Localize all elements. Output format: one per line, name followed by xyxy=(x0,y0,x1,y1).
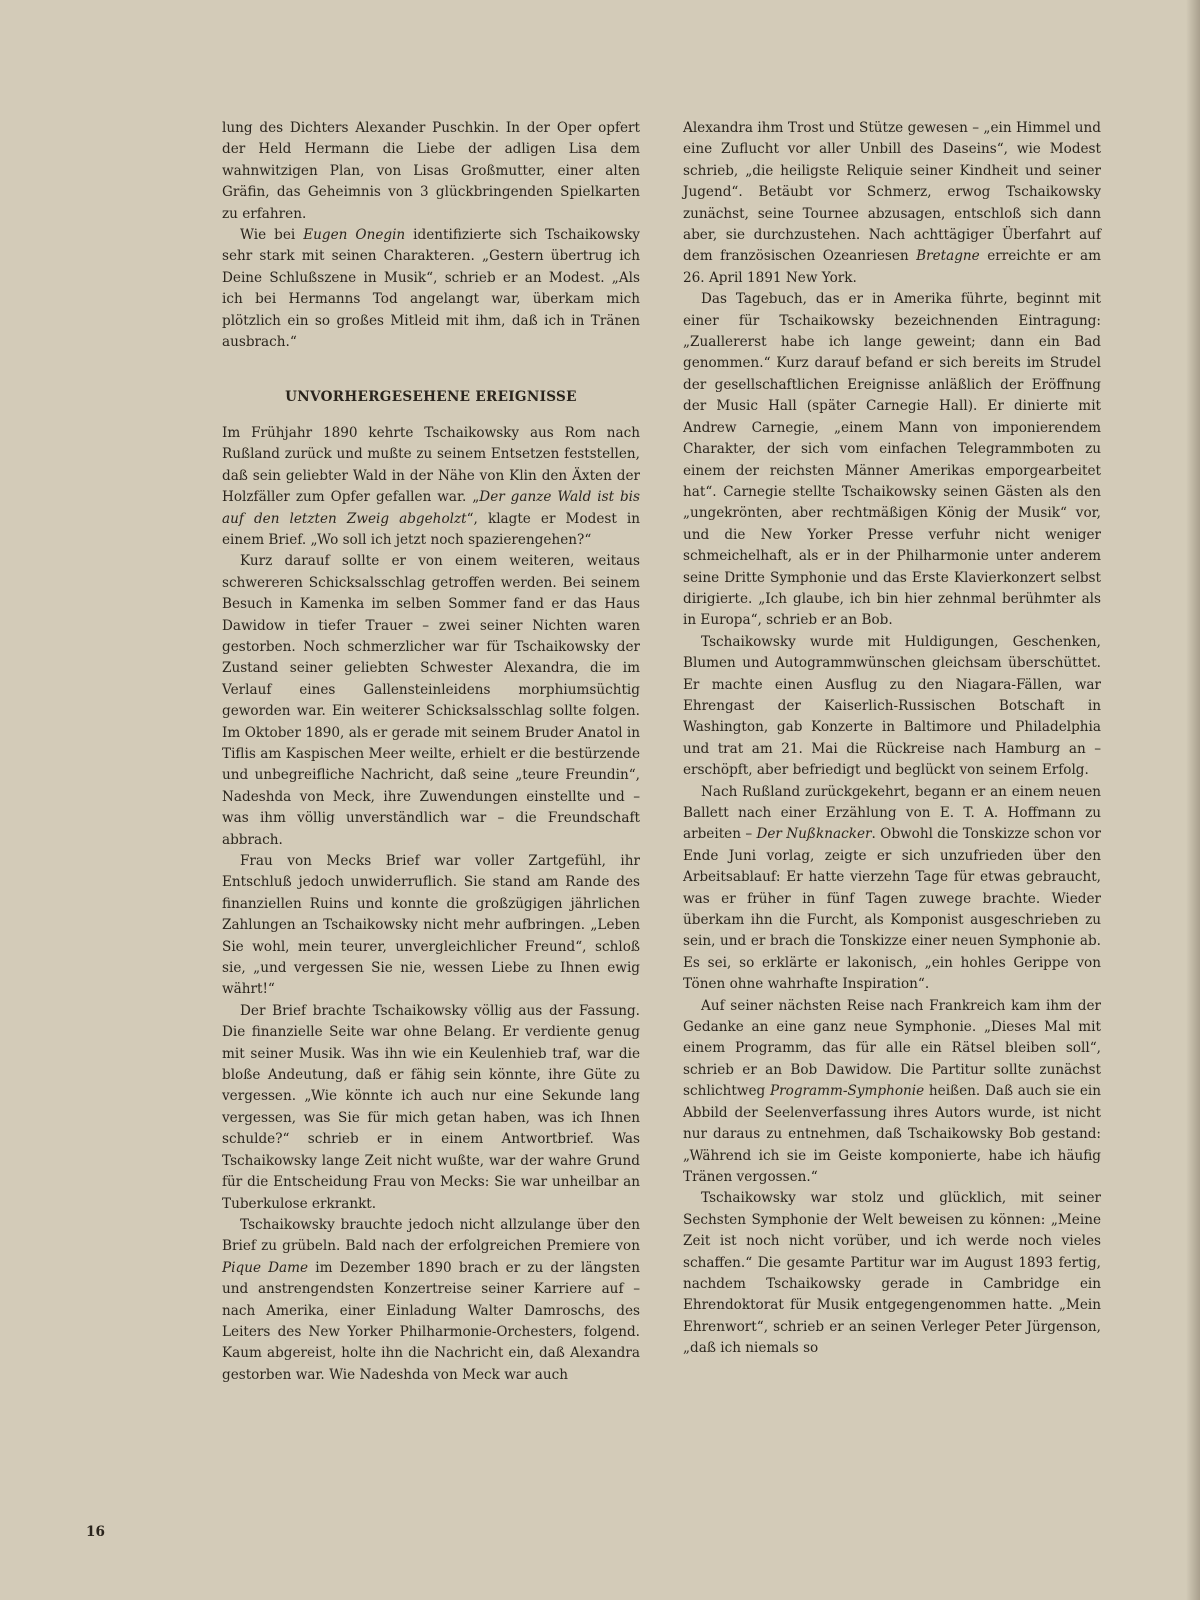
page-number: 16 xyxy=(86,1524,105,1540)
text-run: Wie bei xyxy=(240,227,304,244)
paragraph: Tschaikowsky war stolz und glücklich, mit seiner Sechsten Symphonie der Welt beweisen zu können: „Meine Zeit ist noch nicht vorüber, und ich werde noch vieles schaffen.“ Die gesamte Partitur war im August 1893 fertig, nachdem Tschaikowsky gerade in Cambridge ein Ehrendoktorat für Musik entgegengenommen hatte. „Mein Ehrenwort“, schrieb er an seinen Verleger Peter Jürgenson, „daß ich niemals so xyxy=(683,1190,1101,1357)
opera-title: Eugen Onegin xyxy=(303,227,406,244)
paragraph xyxy=(222,423,640,551)
paragraph: Frau von Mecks Brief war voller Zartgefühl, ihr Entschluß jedoch unwiderruflich. Sie stand am Rande des finanziellen Ruins und konnte die großzügigen jährlichen Zahlungen an Tschaikowsky nicht mehr aufbringen. „Leben Sie wohl, mein teurer, unvergleichlicher Freund“, schloß sie, „und vergessen Sie nie, wessen Liebe zu Ihnen ewig währt!“ xyxy=(222,853,640,998)
paragraph: Der Brief brachte Tschaikowsky völlig aus der Fassung. Die finanzielle Seite war ohne Belang. Er verdiente genug mit seiner Musik. Was ihn wie ein Keulenhieb traf, war die bloße Andeutung, daß er fähig sein könnte, ihre Güte zu vergessen. „Wie könnte ich auch nur eine Sekunde lang vergessen, was Sie für mich getan haben, was ich Ihnen schulde?“ schrieb er in einem Antwortbrief. Was Tschaikowsky lange Zeit nicht wußte, war der wahre Grund für die Entscheidung Frau von Mecks: Sie war unheilbar an Tuberkulose erkrankt. xyxy=(222,1002,640,1212)
text-run: identifizierte sich Tschaikowsky sehr stark mit seinen Charakteren. „Gestern übertrug ich Deine Schlußszene in Musik“, schrieb er an Modest. „Als ich bei Hermanns Tod angelangt war, überkam mich plötzlich ein so großes Mitleid mit ihm, daß ich in Tränen ausbrach.“ xyxy=(222,227,640,351)
text-run: “, klagte er Modest in einem Brief. „Wo soll ich jetzt noch spazierengehen?“ xyxy=(222,510,640,548)
left-text-column xyxy=(222,118,640,1386)
text-run: Nach Rußland zurückgekehrt, begann er an einem neuen Ballett nach einer Erzählung von E. T. A. Hoffmann zu arbeiten – xyxy=(683,783,1101,843)
page-fold-shadow xyxy=(1186,0,1200,1600)
opera-title: Pique Dame xyxy=(222,1259,309,1276)
symphony-title: Programm-Symphonie xyxy=(769,1083,925,1100)
text-run: Im Frühjahr 1890 kehrte Tschaikowsky aus Rom nach Rußland zurück und mußte zu seinem Entsetzen feststellen, daß sein geliebter Wald in der Nähe von Klin den Äxten der Holzfäller zum Opfer gefallen war. „ xyxy=(222,424,640,506)
text-run: Alexandra ihm Trost und Stütze gewesen – „ein Himmel und eine Zuflucht vor aller Unbill des Daseins“, wie Modest schrieb, „die heiligste Reliquie seiner Kindheit und seiner Jugend“. Betäubt vor Schmerz, erwog Tschaikowsky zunächst, seine Tournee abzusagen, entschloß sich dann aber, sie durchzustehen. Nach achttägiger Überfahrt auf dem französischen Ozeanriesen xyxy=(683,120,1101,265)
paragraph: Tschaikowsky wurde mit Huldigungen, Geschenken, Blumen und Autogrammwünschen gleichsam überschüttet. Er machte einen Ausflug zu den Niagara-Fällen, war Ehrengast der Kaiserlich-Russischen Botschaft in Washington, gab Konzerte in Baltimore und Philadelphia und trat am 21. Mai die Rückreise nach Hamburg an – erschöpft, aber befriedigt und beglückt von seinem Erfolg. xyxy=(683,633,1101,779)
text-run: heißen. Daß auch sie ein Abbild der Seelenverfassung ihres Autors wurde, ist nicht nur daraus zu entnehmen, daß Tschaikowsky Bob gestand: „Während ich sie im Geiste komponierte, habe ich häufig Tränen vergossen.“ xyxy=(683,1083,1101,1185)
text-run: im Dezember 1890 brach er zu der längsten und anstrengendsten Konzertreise seiner Karriere auf – nach Amerika, einer Einladung Walter Damroschs, des Leiters des New Yorker Philharmonie-Orchesters, folgend. Kaum abgereist, holte ihn die Nachricht ein, daß Alexandra gestorben war. Wie Nadeshda von Meck war auch xyxy=(222,1259,640,1383)
paragraph: Kurz darauf sollte er von einem weiteren, weitaus schwereren Schicksalsschlag getroffen werden. Bei seinem Besuch in Kamenka im selben Sommer fand er das Haus Dawidow in tiefer Trauer – zwei seiner Nichten waren gestorben. Noch schmerzlicher war für Tschaikowsky der Zustand seiner geliebten Schwester Alexandra, die im Verlauf eines Gallensteinleidens morphiumsüchtig geworden war. Ein weiterer Schicksalsschlag sollte folgen. Im Oktober 1890, als er gerade mit seinem Bruder Anatol in Tiflis am Kaspischen Meer weilte, erhielt er die bestürzende und unbegreifliche Nachricht, daß seine „teure Freundin“, Nadeshda von Meck, ihre Zuwendungen einstellte und – was ihm völlig unverständlich war – die Freundschaft abbrach. xyxy=(222,553,640,848)
ship-name: Bretagne xyxy=(916,248,980,265)
text-run: erreichte er am 26. April 1891 New York. xyxy=(683,248,1101,286)
paragraph xyxy=(683,996,1101,1189)
text-run: . Obwohl die Tonskizze schon vor Ende Juni vorlag, zeigte er sich unzufrieden über den Arbeitsablauf: Er hatte vierzehn Tage für etwas gebraucht, was er früher in fünf Tagen zuwege brachte. Wieder überkam ihn die Furcht, als Komponist ausgeschrieben zu sein, und er brach die Tonskizze einer neuen Symphonie ab. Es sei, so erklärte er lakonisch, „ein hohles Gerippe von Tönen ohne wahrhafte Inspiration“. xyxy=(683,826,1101,993)
paragraph xyxy=(683,118,1101,289)
right-text-column xyxy=(683,118,1101,1360)
text-run: Tschaikowsky brauchte jedoch nicht allzulange über den Brief zu grübeln. Bald nach der erfolgreichen Premiere von xyxy=(222,1216,640,1255)
paragraph xyxy=(683,782,1101,996)
paragraph xyxy=(222,225,640,353)
quote-italic: Der ganze Wald ist bis auf den letzten Zweig abgeholzt xyxy=(222,489,640,527)
paragraph: Das Tagebuch, das er in Amerika führte, beginnt mit einer für Tschaikowsky bezeichnenden Eintragung: „Zuallererst habe ich lange geweint; dann ein Bad genommen.“ Kurz darauf befand er sich bereits im Strudel der gesellschaftlichen Ereignisse anläßlich der Eröffnung der Music Hall (später Carnegie Hall). Er dinierte mit Andrew Carnegie, „einem Mann von imponierendem Charakter, der sich vom einfachen Telegrammboten zu einem der reichsten Männer Amerikas emporgearbeitet hat“. Carnegie stellte Tschaikowsky seinen Gästen als den „ungekrönten, aber rechtmäßigen König der Musik“ vor, und die New Yorker Presse verfuhr nicht weniger schmeichelhaft, als er in der Philharmonie unter anderem seine Dritte Symphonie und das Erste Klavierkonzert selbst dirigierte. „Ich glaube, ich bin hier zehnmal berühmter als in Europa“, schrieb er an Bob. xyxy=(683,291,1101,629)
paragraph xyxy=(222,1215,640,1386)
text-run: Auf seiner nächsten Reise nach Frankreich kam ihm der Gedanke an eine ganz neue Symphonie. „Dieses Mal mit einem Programm, das für alle ein Rätsel bleiben soll“, schrieb er an Bob Dawidow. Die Partitur sollte zunächst schlichtweg xyxy=(683,997,1101,1100)
section-heading: UNVORHERGESEHENE EREIGNISSE xyxy=(285,389,577,406)
ballet-title: Der Nußknacker xyxy=(756,826,872,843)
paragraph: lung des Dichters Alexander Puschkin. In der Oper opfert der Held Hermann die Liebe der adligen Lisa dem wahnwitzigen Plan, von Lisas Großmutter, einer alten Gräfin, das Geheimnis von 3 glückbringenden Spielkarten zu erfahren. xyxy=(222,120,640,222)
